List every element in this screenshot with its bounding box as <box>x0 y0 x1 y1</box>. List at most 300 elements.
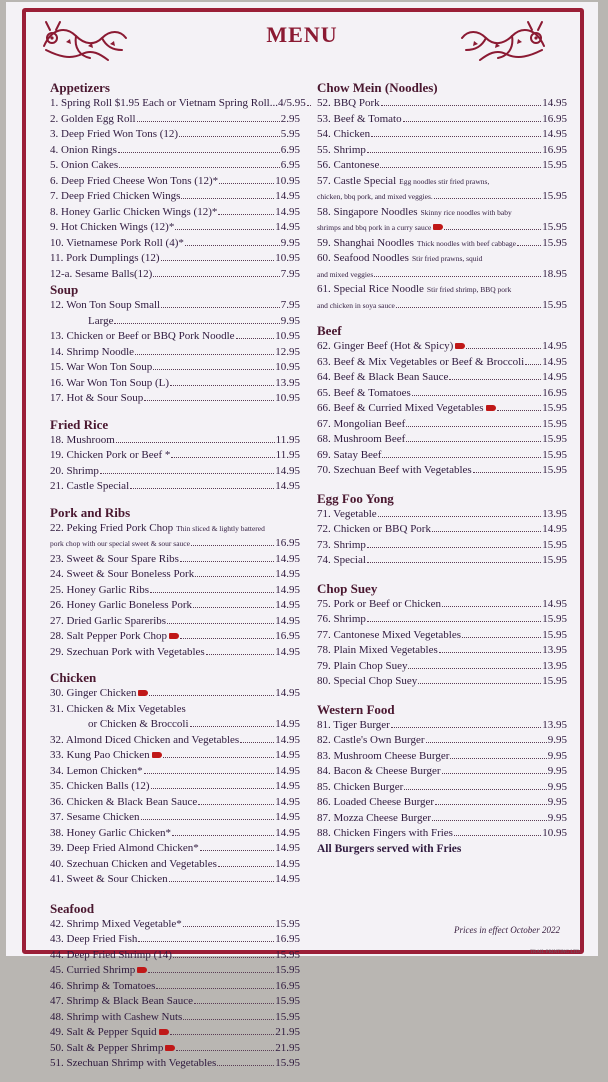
menu-item-price: 14.95 <box>275 749 300 761</box>
menu-item-name: pork chop with our special sweet & sour sauce <box>50 539 190 548</box>
menu-item-name: 2. Golden Egg Roll <box>50 112 136 125</box>
menu-item-description: Skinny rice noodles with baby <box>420 207 512 217</box>
dot-leader <box>194 1003 274 1004</box>
dot-leader <box>517 245 541 246</box>
menu-item-price: 11.95 <box>275 449 300 461</box>
menu-item-name: 14. Shrimp Noodle <box>50 345 135 358</box>
menu-item-name: and chicken in soya sauce <box>317 300 395 310</box>
menu-item <box>317 811 567 827</box>
section-western-food <box>317 702 567 855</box>
menu-item-name: 71. Vegetable <box>317 507 377 520</box>
menu-item-price: 15.95 <box>542 221 567 233</box>
menu-item-name: 82. Castle's Own Burger <box>317 734 425 746</box>
menu-item-price: 14.95 <box>275 464 300 477</box>
menu-item <box>50 567 300 583</box>
dot-leader <box>219 183 274 184</box>
menu-item-price: 14.95 <box>275 583 300 596</box>
menu-item-price: 16.95 <box>542 112 567 125</box>
right-column <box>317 80 567 855</box>
menu-item-name: 55. Shrimp <box>317 143 366 156</box>
dot-leader <box>450 758 546 759</box>
menu-item-name: shrimps and bbq pork in a curry sauce <box>317 223 432 232</box>
menu-item-price: 2.95 <box>280 112 300 125</box>
menu-item-price: 9.95 <box>280 314 300 327</box>
dot-leader <box>179 136 280 137</box>
menu-item-price: 15.95 <box>542 554 567 566</box>
section-fried-rice <box>50 417 300 495</box>
menu-item-price: 13.95 <box>542 659 567 672</box>
menu-item <box>50 629 300 645</box>
dot-leader <box>236 338 275 339</box>
menu-item <box>50 552 300 568</box>
menu-item-price: 10.95 <box>275 392 300 404</box>
menu-item-name: 49. Salt & Pepper Squid <box>50 1026 157 1038</box>
menu-item-name: 9. Hot Chicken Wings (12)* <box>50 221 175 233</box>
menu-item-price: 14.95 <box>542 128 567 140</box>
menu-item <box>50 979 300 995</box>
menu-item-name: 17. Hot & Sour Soup <box>50 392 144 404</box>
dot-leader <box>193 607 274 608</box>
menu-item-name: 46. Shrimp & Tomatoes <box>50 979 156 992</box>
dot-leader <box>442 773 547 774</box>
menu-item <box>50 810 300 826</box>
menu-item <box>317 628 567 644</box>
dot-leader <box>183 1019 274 1020</box>
menu-item-price: 15.95 <box>275 964 300 976</box>
dot-leader <box>181 198 274 199</box>
menu-item-name: 34. Lemon Chicken* <box>50 764 143 777</box>
menu-item-name: Large <box>88 314 114 327</box>
menu-item <box>317 236 567 252</box>
menu-item-name: 44. Deep Fried Shrimp (14) <box>50 948 172 961</box>
menu-item-price: 14.95 <box>542 355 567 368</box>
dot-leader <box>240 742 274 743</box>
menu-item <box>317 507 567 523</box>
menu-item-name: 11. Pork Dumplings (12) <box>50 252 160 264</box>
menu-item <box>50 779 300 795</box>
dragon-ornament-icon <box>456 16 552 68</box>
menu-item-description: Stir fried prawns, squid <box>411 254 483 263</box>
dot-leader <box>170 1034 275 1035</box>
menu-item <box>50 127 300 143</box>
menu-item-description: Thick noodles with beef cabbage <box>416 238 516 248</box>
menu-item-price: 5.95 <box>280 128 300 140</box>
menu-item-price: 15.95 <box>542 190 567 202</box>
menu-item-name: 16. War Won Ton Soup (L) <box>50 376 170 389</box>
menu-item <box>317 674 567 690</box>
menu-item <box>317 355 567 371</box>
menu-item <box>50 748 300 764</box>
menu-item-price: 13.95 <box>542 644 567 656</box>
menu-item-price: 16.95 <box>275 630 300 642</box>
menu-item <box>317 267 567 283</box>
menu-item-price: 14.95 <box>542 340 567 352</box>
menu-item-name: 64. Beef & Black Bean Sauce <box>317 371 449 383</box>
menu-item-price: 14.95 <box>275 205 300 218</box>
menu-item <box>317 251 567 267</box>
dot-leader <box>156 988 274 989</box>
dot-leader <box>180 638 274 639</box>
menu-item-name: 31. Chicken & Mix Vegetables <box>50 702 186 715</box>
chili-pepper-icon <box>486 405 496 411</box>
menu-item <box>50 583 300 599</box>
menu-item <box>50 267 300 283</box>
menu-item <box>50 298 300 314</box>
menu-item-name: or Chicken & Broccoli <box>88 718 189 730</box>
menu-item-name: 57. Castle Special <box>317 174 397 187</box>
menu-item <box>317 795 567 811</box>
menu-item-name: 43. Deep Fried Fish <box>50 933 138 945</box>
dot-leader <box>183 926 274 927</box>
menu-item-price: 14.95 <box>542 597 567 610</box>
menu-item-price: 15.95 <box>542 675 567 687</box>
menu-item <box>317 386 567 402</box>
menu-item-name: 45. Curried Shrimp <box>50 964 136 976</box>
chili-pepper-icon <box>169 633 179 639</box>
menu-item-price: 7.95 <box>280 267 300 280</box>
menu-item-name: 81. Tiger Burger <box>317 718 390 731</box>
menu-item <box>50 1041 300 1057</box>
menu-item <box>50 733 300 749</box>
menu-item <box>50 464 300 480</box>
dot-leader <box>149 695 274 696</box>
menu-item <box>50 314 300 330</box>
menu-item-price: 16.95 <box>275 537 300 549</box>
menu-item <box>317 597 567 613</box>
menu-item-name: 74. Special <box>317 554 366 566</box>
menu-item <box>50 1010 300 1026</box>
menu-item <box>317 96 567 112</box>
menu-item-name: 60. Seafood Noodles <box>317 252 409 264</box>
menu-item-price: 18.95 <box>542 267 567 280</box>
section-pork-and-ribs <box>50 505 300 661</box>
dot-leader <box>378 516 542 517</box>
menu-item-price: 16.95 <box>542 143 567 156</box>
dot-leader <box>432 531 541 532</box>
menu-item-price: 10.95 <box>275 361 300 373</box>
menu-item-name: 22. Peking Fried Pork Chop <box>50 521 174 534</box>
dot-leader <box>381 105 542 106</box>
dot-leader <box>497 410 542 411</box>
menu-item-price: 14.95 <box>275 599 300 611</box>
dot-leader <box>444 229 541 230</box>
menu-item-price: 15.95 <box>542 613 567 625</box>
menu-item-price: 11.95 <box>275 433 300 446</box>
menu-item-name: 15. War Won Ton Soup <box>50 361 153 373</box>
menu-item-name: 76. Shrimp <box>317 613 366 625</box>
menu-item-name: 29. Szechuan Pork with Vegetables <box>50 645 205 658</box>
dot-leader <box>141 819 275 820</box>
menu-item <box>317 401 567 417</box>
dot-leader <box>130 488 274 489</box>
menu-item-price: 14.95 <box>275 568 300 580</box>
menu-item-name: 7. Deep Fried Chicken Wings <box>50 190 181 202</box>
dot-leader <box>191 545 274 546</box>
dot-leader <box>406 441 541 442</box>
dot-leader <box>169 881 275 882</box>
section-heading: Egg Foo Yong <box>317 490 394 506</box>
menu-item <box>317 749 567 765</box>
menu-item-name: 72. Chicken or BBQ Pork <box>317 523 431 535</box>
dot-leader <box>163 757 275 758</box>
menu-item-price: 15.95 <box>275 1057 300 1069</box>
menu-item-name: 80. Special Chop Suey <box>317 675 418 687</box>
menu-item <box>50 236 300 252</box>
menu-item-name: 33. Kung Pao Chicken <box>50 749 150 761</box>
dot-leader <box>434 198 541 199</box>
section-heading: Chop Suey <box>317 580 378 596</box>
menu-item-description: Egg noodles stir fried prawns, <box>399 176 490 186</box>
chili-pepper-icon <box>152 752 162 758</box>
menu-item <box>317 659 567 675</box>
dot-leader <box>175 229 274 230</box>
menu-item-price: 21.95 <box>275 1041 300 1054</box>
menu-item-price: 16.95 <box>275 979 300 992</box>
section-heading: Soup <box>50 282 79 297</box>
dot-leader <box>148 972 274 973</box>
menu-item <box>317 174 567 190</box>
dot-leader <box>172 835 274 836</box>
menu-item <box>50 963 300 979</box>
menu-item-name: 39. Deep Fried Almond Chicken* <box>50 842 199 854</box>
menu-item <box>317 189 567 205</box>
menu-item <box>317 826 567 842</box>
menu-item <box>50 143 300 159</box>
menu-item-name: 79. Plain Chop Suey <box>317 659 408 672</box>
menu-item-name: 32. Almond Diced Chicken and Vegetables <box>50 733 240 746</box>
menu-item-price: 12.95 <box>275 345 300 358</box>
dot-leader <box>406 426 541 427</box>
menu-item <box>317 370 567 386</box>
menu-item-price: 14.95 <box>275 764 300 777</box>
menu-item-price: 13.95 <box>542 507 567 520</box>
menu-item <box>50 598 300 614</box>
dot-leader <box>195 576 274 577</box>
menu-item-name: 12-a. Sesame Balls(12) <box>50 267 153 280</box>
dot-leader <box>367 547 541 548</box>
menu-item-name: 1. Spring Roll $1.95 Each or Vietnam Spring Roll...4/5.95 <box>50 97 306 109</box>
menu-item-name: 6. Deep Fried Cheese Won Tons (12)* <box>50 174 219 187</box>
menu-item-name: 73. Shrimp <box>317 538 366 551</box>
menu-item-price: 9.95 <box>547 734 567 746</box>
menu-item-price: 9.95 <box>547 765 567 777</box>
dot-leader <box>391 727 541 728</box>
menu-item-price: 10.95 <box>275 252 300 264</box>
menu-item-price: 14.95 <box>275 857 300 870</box>
dot-leader <box>190 726 275 727</box>
menu-item <box>50 391 300 407</box>
dot-leader <box>144 773 275 774</box>
menu-item <box>50 360 300 376</box>
dot-leader <box>119 167 280 168</box>
menu-item-name: 50. Salt & Pepper Shrimp <box>50 1041 164 1054</box>
dot-leader <box>439 652 541 653</box>
menu-item <box>317 538 567 554</box>
menu-item <box>317 733 567 749</box>
menu-item-name: 78. Plain Mixed Vegetables <box>317 644 438 656</box>
menu-item <box>50 112 300 128</box>
menu-item-price: 14.95 <box>275 842 300 854</box>
menu-item <box>317 718 567 734</box>
dot-leader <box>442 606 541 607</box>
menu-item-price: 14.95 <box>275 190 300 202</box>
menu-item-price: 6.95 <box>280 159 300 171</box>
section-heading: Beef <box>317 323 342 338</box>
menu-item-price: 15.95 <box>542 628 567 641</box>
menu-item-price: 14.95 <box>275 733 300 746</box>
menu-item-price: 7.95 <box>280 299 300 311</box>
menu-item-price: 15.95 <box>542 464 567 476</box>
dot-leader <box>144 400 274 401</box>
left-column <box>50 80 306 1082</box>
menu-item-price: 10.95 <box>275 174 300 187</box>
section-note: All Burgers served with Fries <box>317 842 462 855</box>
menu-item-price: 15.95 <box>275 995 300 1007</box>
dot-leader <box>206 654 275 655</box>
menu-item-price: 15.95 <box>275 1010 300 1023</box>
prices-effective-note: Prices in effect October 2022 <box>454 925 560 935</box>
menu-item <box>317 220 567 236</box>
menu-item-name: 28. Salt Pepper Pork Chop <box>50 630 168 642</box>
dot-leader <box>167 623 274 624</box>
dot-leader <box>454 835 541 836</box>
menu-item-price: 14.95 <box>542 97 567 109</box>
menu-item-name: 20. Shrimp <box>50 464 99 477</box>
menu-item <box>50 795 300 811</box>
menu-item <box>317 522 567 538</box>
menu-item <box>317 553 567 569</box>
menu-item <box>50 948 300 964</box>
menu-item-name: 4. Onion Rings <box>50 143 117 156</box>
menu-item <box>50 220 300 236</box>
dot-leader <box>462 637 541 638</box>
dot-leader <box>432 820 547 821</box>
dot-leader <box>412 395 542 396</box>
menu-item-price: 15.95 <box>275 948 300 961</box>
menu-item <box>50 521 300 537</box>
dot-leader <box>382 457 541 458</box>
dot-leader <box>396 307 541 308</box>
menu-item-price: 14.95 <box>275 687 300 699</box>
dot-leader <box>217 1065 274 1066</box>
menu-item <box>317 143 567 159</box>
menu-item-price: 15.95 <box>542 298 567 311</box>
menu-item-price: 9.95 <box>280 236 300 249</box>
menu-title: MENU <box>266 22 338 47</box>
menu-item-name: 3. Deep Fried Won Tons (12) <box>50 128 179 140</box>
menu-item-price: 14.95 <box>275 873 300 885</box>
menu-item-name: 52. BBQ Pork <box>317 97 380 109</box>
menu-item-name: 85. Chicken Burger <box>317 780 404 793</box>
menu-item-price: 14.95 <box>275 718 300 730</box>
menu-item <box>50 205 300 221</box>
menu-item <box>50 376 300 392</box>
section-heading: Chicken <box>50 670 97 685</box>
menu-item-name: 40. Szechuan Chicken and Vegetables <box>50 857 217 870</box>
dot-leader <box>404 789 546 790</box>
dot-leader <box>170 385 274 386</box>
chili-pepper-icon <box>165 1045 175 1051</box>
menu-item-price: 16.95 <box>275 933 300 945</box>
chili-pepper-icon <box>159 1029 169 1035</box>
menu-item <box>50 329 300 345</box>
dot-leader <box>151 788 275 789</box>
menu-item-price: 15.95 <box>275 917 300 930</box>
menu-item-price: 21.95 <box>275 1026 300 1038</box>
section-chow-mein-noodles <box>317 80 567 313</box>
section-heading: Fried Rice <box>50 416 109 432</box>
dot-leader <box>218 866 274 867</box>
dot-leader <box>116 442 275 443</box>
menu-item-name: 84. Bacon & Cheese Burger <box>317 765 441 777</box>
menu-item <box>317 298 567 314</box>
dot-leader <box>367 621 541 622</box>
menu-item-price: 15.95 <box>542 402 567 414</box>
menu-item-name: 8. Honey Garlic Chicken Wings (12)* <box>50 205 218 218</box>
dot-leader <box>100 473 274 474</box>
menu-item-price: 13.95 <box>275 376 300 389</box>
section-chop-suey <box>317 581 567 690</box>
dot-leader <box>473 472 542 473</box>
menu-item-price: 10.95 <box>542 827 567 839</box>
menu-item <box>317 112 567 128</box>
chili-pepper-icon <box>433 224 443 230</box>
menu-item-price: 6.95 <box>280 143 300 156</box>
menu-item-name: 21. Castle Special <box>50 480 130 492</box>
menu-item-name: 41. Sweet & Sour Chicken <box>50 873 168 885</box>
menu-item-name: 56. Cantonese <box>317 159 380 171</box>
dot-leader <box>307 105 311 106</box>
menu-item-name: 86. Loaded Cheese Burger <box>317 796 435 808</box>
menu-item <box>50 1025 300 1041</box>
menu-item-price: 16.95 <box>542 386 567 399</box>
menu-item <box>317 463 567 479</box>
section-egg-foo-yong <box>317 491 567 569</box>
menu-sheet <box>6 2 598 1069</box>
dot-leader <box>161 260 275 261</box>
menu-item <box>50 826 300 842</box>
dot-leader <box>150 592 274 593</box>
menu-item-name: 54. Chicken <box>317 128 371 140</box>
dot-leader <box>435 804 547 805</box>
menu-item-name: 53. Beef & Tomato <box>317 112 402 125</box>
dot-leader <box>180 561 274 562</box>
menu-item-name: 18. Mushroom <box>50 433 115 446</box>
menu-item <box>50 994 300 1010</box>
menu-item-name: 65. Beef & Tomatoes <box>317 386 411 399</box>
menu-item-price: 14.95 <box>275 614 300 627</box>
dot-leader <box>525 364 541 365</box>
menu-item-price: 14.95 <box>542 523 567 535</box>
menu-item-name: 61. Special Rice Noodle <box>317 283 424 295</box>
menu-item-name: 35. Chicken Balls (12) <box>50 780 150 792</box>
section-heading: Chow Mein (Noodles) <box>317 80 438 95</box>
menu-item-price: 15.95 <box>542 159 567 171</box>
menu-item <box>50 932 300 948</box>
menu-item <box>50 857 300 873</box>
dot-leader <box>135 354 274 355</box>
menu-item <box>317 612 567 628</box>
menu-item-name: 5. Onion Cakes <box>50 159 119 171</box>
section-appetizers <box>50 80 306 282</box>
menu-item <box>50 479 300 495</box>
menu-item <box>317 780 567 796</box>
menu-item-name: 25. Honey Garlic Ribs <box>50 583 149 596</box>
menu-item <box>317 417 567 433</box>
menu-item <box>50 686 300 702</box>
dot-leader <box>185 245 280 246</box>
dot-leader <box>403 121 542 122</box>
